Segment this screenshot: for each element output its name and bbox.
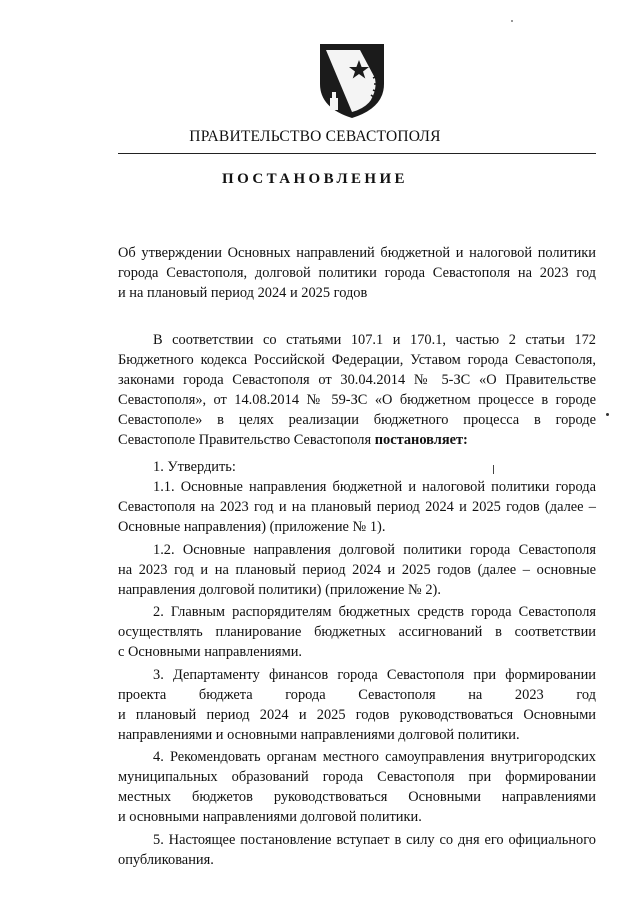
- subject-line: города Севастополя, долговой политики города Севастополя на 2023 год: [118, 265, 596, 281]
- scan-speck: [606, 413, 609, 416]
- sevastopol-coat-of-arms-icon: [316, 40, 388, 120]
- item-4-line: 4. Рекомендовать органам местного самоуправления внутригородских: [153, 749, 596, 765]
- subject-line: и на плановый период 2024 и 2025 годов: [118, 285, 368, 301]
- item-1-1-line: Основные направления) (приложение № 1).: [118, 519, 386, 535]
- item-1-1-line: Севастополя на 2023 год и на плановый период 2024 и 2025 годов (далее –: [118, 499, 596, 515]
- item-1: 1. Утвердить:: [153, 459, 236, 475]
- preamble-text: Севастополе Правительство Севастополя: [118, 432, 375, 448]
- item-2-line: 2. Главным распорядителям бюджетных средств города Севастополя: [153, 604, 596, 620]
- item-2-line: осуществлять планирование бюджетных ассигнований в соответствии: [118, 624, 596, 640]
- subject-line: Об утверждении Основных направлений бюджетной и налоговой политики: [118, 245, 596, 261]
- document-type: ПОСТАНОВЛЕНИЕ: [222, 171, 408, 187]
- item-1-2-line: 1.2. Основные направления долговой политики города Севастополя: [153, 542, 596, 558]
- scan-mark: [493, 465, 494, 474]
- preamble-line: В соответствии со статьями 107.1 и 170.1, частью 2 статьи 172: [153, 332, 596, 348]
- item-1-2-line: на 2023 год и на плановый период 2024 и 2025 годов (далее – основные: [118, 562, 596, 578]
- preamble-line: Севастополя», от 14.08.2014 № 59-ЗС «О бюджетном процессе в городе: [118, 392, 596, 408]
- item-2-line: с Основными направлениями.: [118, 644, 303, 660]
- item-4-line: и основными направлениями долговой политики.: [118, 809, 422, 825]
- preamble-line: [118, 430, 596, 450]
- item-1-1-line: 1.1. Основные направления бюджетной и налоговой политики города: [153, 479, 596, 495]
- item-5-line: 5. Настоящее постановление вступает в силу со дня его официального: [153, 832, 596, 848]
- preamble-line: законами города Севастополя от 30.04.2014 № 5-ЗС «О Правительстве: [118, 372, 596, 388]
- decree-verb: постановляет:: [374, 432, 468, 448]
- item-1-2-line: направления долговой политики) (приложение № 2).: [118, 582, 441, 598]
- item-3-line: проекта бюджета города Севастополя на 2023 год: [118, 687, 596, 703]
- item-5-line: опубликования.: [118, 852, 214, 868]
- scan-speck: [511, 20, 513, 22]
- item-3-line: и плановый период 2024 и 2025 годов руководствоваться Основными: [118, 707, 596, 723]
- preamble-line: Бюджетного кодекса Российской Федерации, Уставом города Севастополя,: [118, 352, 596, 368]
- item-3-line: направлениями и основными направлениями долговой политики.: [118, 727, 520, 743]
- government-title: ПРАВИТЕЛЬСТВО СЕВАСТОПОЛЯ: [189, 128, 441, 145]
- header-divider: [118, 153, 596, 154]
- item-4-line: муниципальных образований города Севастополя при формировании: [118, 769, 596, 785]
- preamble-line: Севастополе» в целях реализации бюджетного процесса в городе: [118, 412, 596, 428]
- item-4-line: местных бюджетов руководствоваться Основными направлениями: [118, 789, 596, 805]
- item-3-line: 3. Департаменту финансов города Севастополя при формировании: [153, 667, 596, 683]
